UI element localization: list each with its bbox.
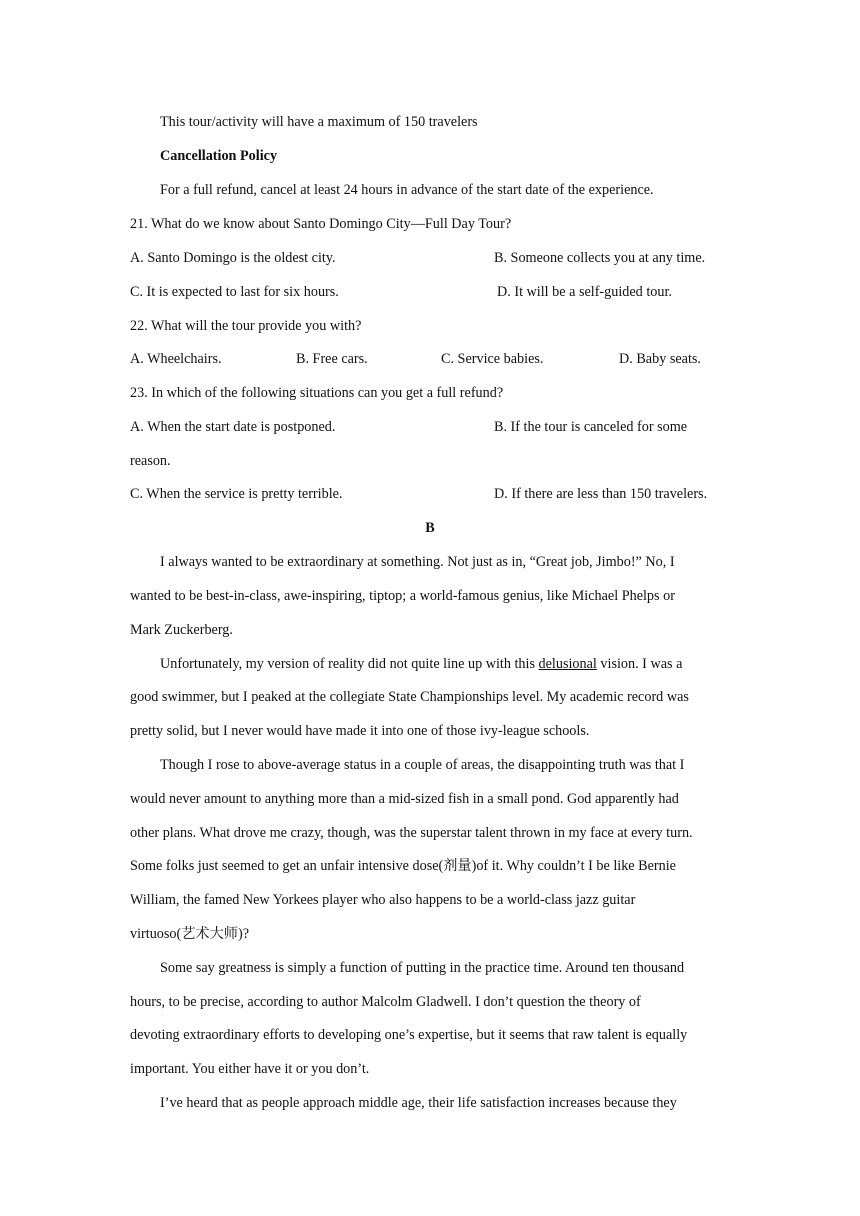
paragraph-3-line-3: other plans. What drove me crazy, though, was the superstar talent thrown in my face at every turn. xyxy=(130,825,693,841)
question-23-option-c: C. When the service is pretty terrible. xyxy=(130,486,343,502)
paragraph-2-text-before: Unfortunately, my version of reality did not quite line up with this xyxy=(160,656,539,672)
paragraph-1-line-2: wanted to be best-in-class, awe-inspiring, tiptop; a world-famous genius, like Michael Phelps or xyxy=(130,588,675,604)
question-23-option-a: A. When the start date is postponed. xyxy=(130,419,336,435)
paragraph-4-line-2: hours, to be precise, according to author Malcolm Gladwell. I don’t question the theory of xyxy=(130,994,641,1010)
question-23-option-d: D. If there are less than 150 travelers. xyxy=(494,486,708,502)
question-21-option-a: A. Santo Domingo is the oldest city. xyxy=(130,250,336,266)
section-b-heading: B xyxy=(425,520,435,536)
question-22-stem: 22. What will the tour provide you with? xyxy=(130,318,362,334)
paragraph-2-line-2: good swimmer, but I peaked at the collegiate State Championships level. My academic record was xyxy=(130,689,689,705)
paragraph-3-line-4: Some folks just seemed to get an unfair intensive dose(剂量)of it. Why couldn’t I be like Bernie xyxy=(130,858,676,874)
paragraph-4-line-3: devoting extraordinary efforts to developing one’s expertise, but it seems that raw talent is equally xyxy=(130,1027,688,1043)
paragraph-3-line-1: Though I rose to above-average status in a couple of areas, the disappointing truth was that I xyxy=(160,757,685,773)
paragraph-1-line-3: Mark Zuckerberg. xyxy=(130,622,233,638)
paragraph-3-line-5: William, the famed New Yorkees player who also happens to be a world-class jazz guitar xyxy=(130,892,636,908)
question-22-option-d: D. Baby seats. xyxy=(619,351,701,367)
question-21-option-d: D. It will be a self-guided tour. xyxy=(497,284,672,300)
paragraph-2-line-3: pretty solid, but I never would have made it into one of those ivy-league schools. xyxy=(130,723,590,739)
question-22-option-a: A. Wheelchairs. xyxy=(130,351,222,367)
question-23-stem: 23. In which of the following situations can you get a full refund? xyxy=(130,385,504,401)
question-21-stem: 21. What do we know about Santo Domingo City—Full Day Tour? xyxy=(130,216,512,232)
paragraph-4-line-1: Some say greatness is simply a function of putting in the practice time. Around ten thousand xyxy=(160,960,685,976)
question-23-option-b-line1: B. If the tour is canceled for some xyxy=(494,419,688,435)
question-22-option-c: C. Service babies. xyxy=(441,351,544,367)
paragraph-4-line-4: important. You either have it or you don’t. xyxy=(130,1061,370,1077)
paragraph-1-line-1: I always wanted to be extraordinary at something. Not just as in, “Great job, Jimbo!” No, I xyxy=(160,554,675,570)
paragraph-2-text-after: vision. I was a xyxy=(596,656,683,672)
capacity-line: This tour/activity will have a maximum of 150 travelers xyxy=(160,114,478,130)
paragraph-3-line-2: would never amount to anything more than a mid-sized fish in a small pond. God apparently had xyxy=(130,791,679,807)
question-21-option-c: C. It is expected to last for six hours. xyxy=(130,284,339,300)
question-21-option-b: B. Someone collects you at any time. xyxy=(494,250,706,266)
question-23-option-b-line2: reason. xyxy=(130,453,171,469)
cancellation-heading: Cancellation Policy xyxy=(160,148,278,164)
paragraph-3-line-6: virtuoso(艺术大师)? xyxy=(130,926,250,942)
question-22-option-b: B. Free cars. xyxy=(296,351,368,367)
cancellation-text: For a full refund, cancel at least 24 hours in advance of the start date of the experience. xyxy=(160,182,654,198)
paragraph-5-line-1: I’ve heard that as people approach middle age, their life satisfaction increases because they xyxy=(160,1095,677,1111)
underlined-word-delusional: delusional xyxy=(538,656,597,672)
paragraph-2-line-1 xyxy=(160,655,682,673)
